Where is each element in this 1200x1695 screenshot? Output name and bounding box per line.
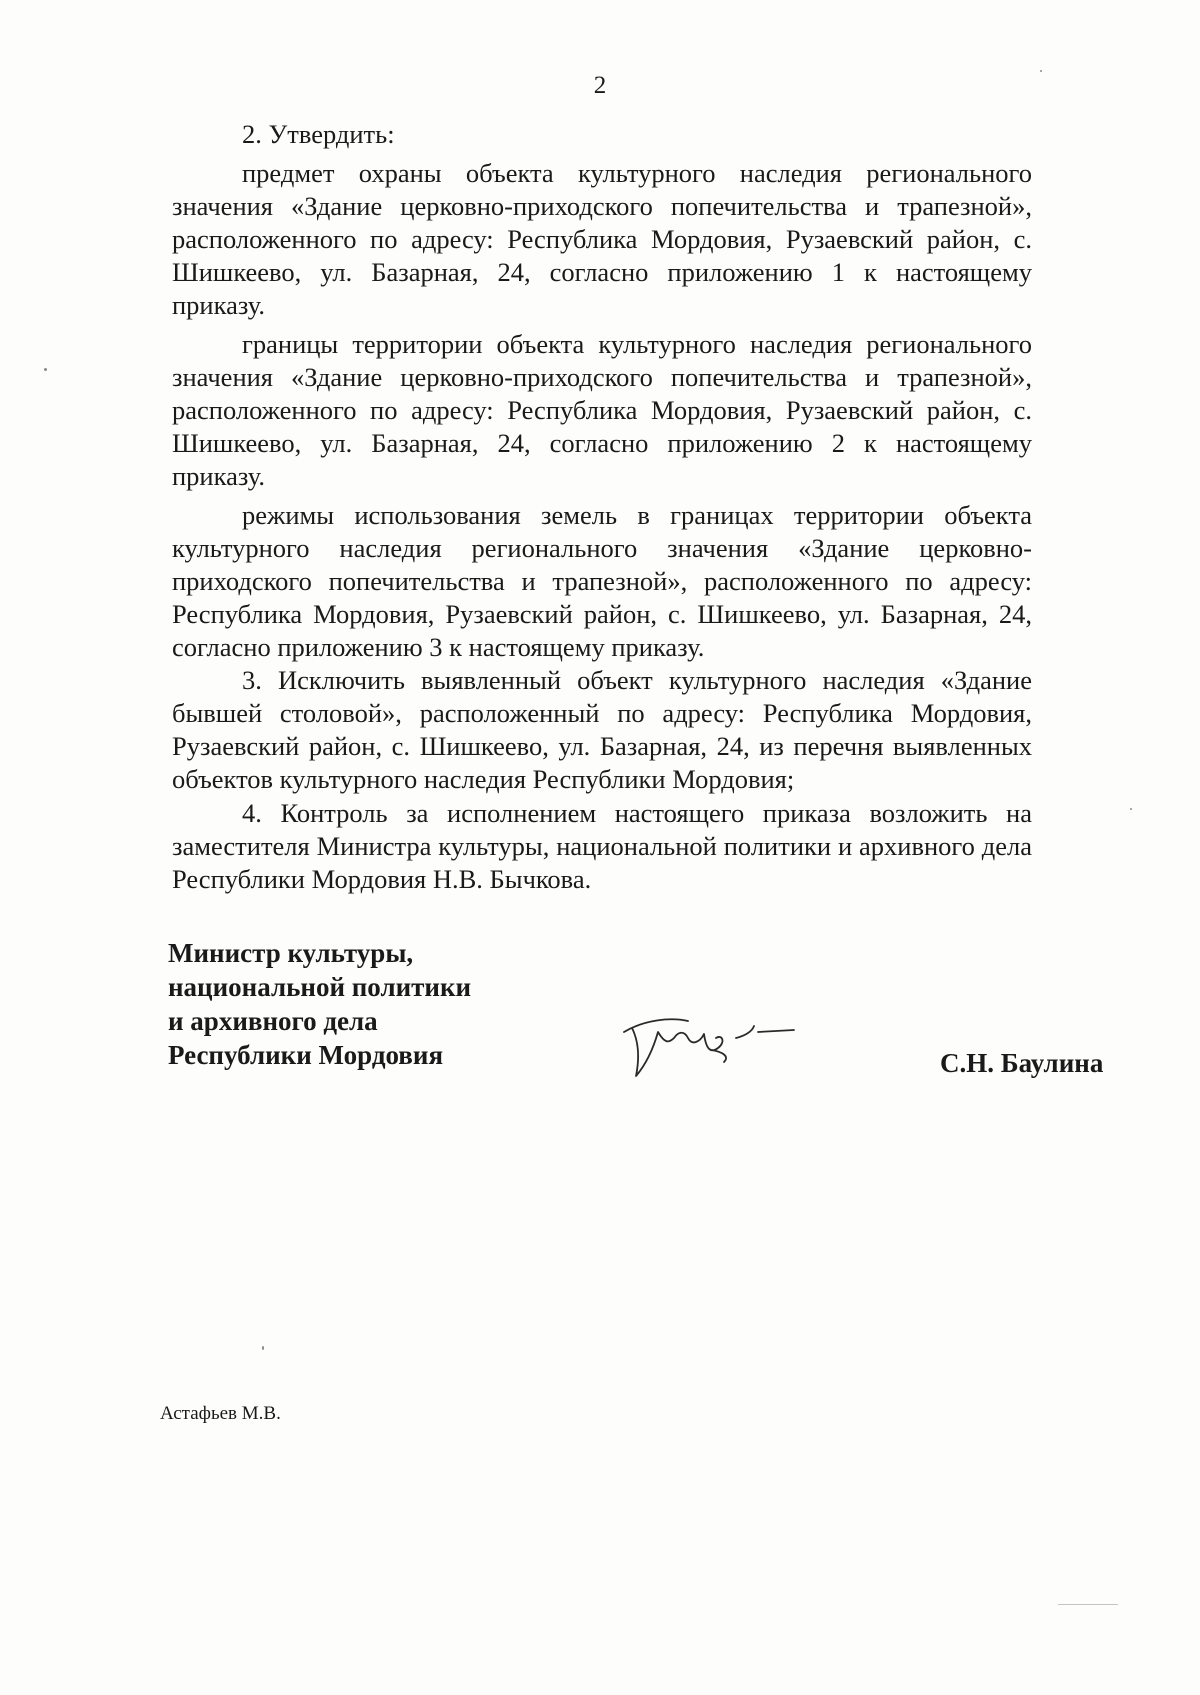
signer-name: С.Н. Баулина: [940, 1048, 1104, 1078]
paragraph-exclude-object: 3. Исключить выявленный объект культурного наследия «Здание бывшей столовой», расположенный по адресу: Республика Мордовия, Рузаевский район, с. Шишкеево, ул. Базарная, 24, из перечня выявленных объектов культурного наследия Республики Мордовия;: [172, 665, 1032, 794]
handwritten-signature: [618, 1004, 818, 1084]
paragraph-territory-boundaries: границы территории объекта культурного наследия регионального значения «Здание церковно-приходского попечительства и трапезной», расположенного по адресу: Республика Мордовия, Рузаевский район, с. Шишкеево, ул. Базарная, 24, согласно приложению 2 к настоящему приказу.: [172, 329, 1032, 491]
page-number: 2: [593, 72, 607, 99]
scan-speck: [1058, 1604, 1118, 1605]
scan-speck: [262, 1346, 264, 1350]
scan-speck: [44, 368, 47, 371]
paragraph-land-use-regimes: режимы использования земель в границах территории объекта культурного наследия регионального значения «Здание церковно-приходского попечительства и трапезной», расположенного по адресу: Республика Мордовия, Рузаевский район, с. Шишкеево, ул. Базарная, 24, согласно приложению 3 к настоящему приказу.: [172, 500, 1032, 662]
signatory-position-line: Республики Мордовия: [168, 1040, 444, 1070]
document-body: [172, 118, 1032, 896]
paragraph-control: 4. Контроль за исполнением настоящего приказа возложить на заместителя Министра культуры, национальной политики и архивного дела Республики Мордовия Н.В. Бычкова.: [172, 798, 1032, 894]
scan-speck: [1040, 70, 1042, 72]
signatory-position-line: и архивного дела: [168, 1006, 378, 1036]
executor-name: Астафьев М.В.: [160, 1403, 281, 1424]
signatory-position: [168, 936, 471, 1072]
paragraph-protection-subject: предмет охраны объекта культурного наследия регионального значения «Здание церковно-приходского попечительства и трапезной», расположенного по адресу: Республика Мордовия, Рузаевский район, с. Шишкеево, ул. Базарная, 24, согласно приложению 1 к настоящему приказу.: [172, 158, 1032, 320]
paragraph-approve-heading: 2. Утвердить:: [242, 119, 395, 149]
signatory-position-line: Министр культуры,: [168, 938, 414, 968]
scan-speck: [1130, 808, 1132, 810]
signatory-position-line: национальной политики: [168, 972, 472, 1002]
